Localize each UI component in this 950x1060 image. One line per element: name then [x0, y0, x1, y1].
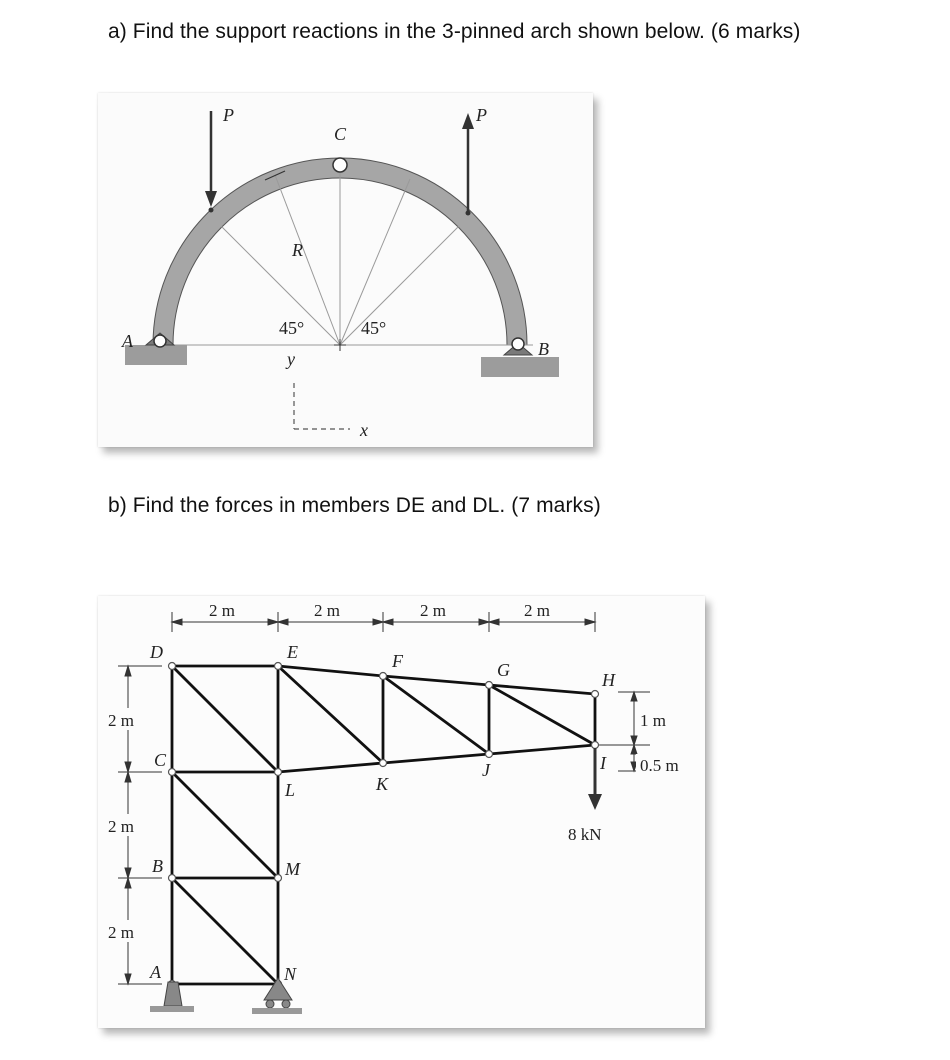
node-K: K: [376, 774, 389, 794]
node-M: M: [285, 859, 300, 879]
label-angle-right: 45°: [361, 318, 387, 338]
label-C: C: [334, 124, 347, 144]
pin-B: [512, 338, 524, 350]
load-P-right-arrowhead: [462, 113, 474, 129]
node-E: E: [287, 642, 298, 662]
load-P-left-arrowhead: [205, 191, 217, 207]
node-H: H: [602, 670, 615, 690]
label-B: B: [538, 339, 549, 359]
load-P-right-point: [466, 211, 471, 216]
dim-left-1: 2 m: [108, 711, 134, 730]
pin-A: [154, 335, 166, 347]
node-J: J: [482, 760, 490, 780]
label-x: x: [360, 420, 368, 440]
dim-top-1: 2 m: [209, 601, 235, 620]
question-b-text: b) Find the forces in members DE and DL. (7 marks): [108, 494, 601, 517]
dim-left-3: 2 m: [108, 923, 134, 942]
node-C: C: [154, 750, 167, 770]
node-A: A: [150, 962, 161, 982]
question-a-text: a) Find the support reactions in the 3-pinned arch shown below. (6 marks): [108, 20, 801, 43]
truss-figure: [98, 596, 705, 1028]
ground-A: [150, 1006, 194, 1012]
label-P-right: P: [476, 105, 487, 125]
node-I: I: [600, 753, 606, 773]
node-F: F: [392, 651, 403, 671]
dim-top-4: 2 m: [524, 601, 550, 620]
dim-right-2: 0.5 m: [640, 756, 679, 775]
coordinate-axes: [294, 383, 350, 429]
pin-C: [333, 158, 347, 172]
dim-right-1: 1 m: [640, 711, 666, 730]
support-A: [164, 982, 182, 1006]
label-A: A: [122, 331, 133, 351]
arch-figure: [98, 93, 593, 447]
label-P-left: P: [223, 105, 234, 125]
label-y: y: [287, 349, 295, 369]
dim-top-3: 2 m: [420, 601, 446, 620]
load-P-left-point: [209, 208, 214, 213]
ground-right: [481, 357, 559, 377]
truss-diagram: [98, 596, 705, 1028]
node-L: L: [285, 780, 296, 800]
dim-top-2: 2 m: [314, 601, 340, 620]
node-B: B: [152, 856, 163, 876]
ground-left: [125, 345, 187, 365]
node-D: D: [150, 642, 163, 662]
label-R: R: [292, 240, 303, 260]
dim-left-2: 2 m: [108, 817, 134, 836]
arch-diagram: [98, 93, 593, 447]
label-angle-left: 45°: [279, 318, 305, 338]
label-load: 8 kN: [568, 825, 602, 844]
node-N: N: [284, 964, 297, 984]
truss-members: [172, 666, 595, 984]
ground-N: [252, 1008, 302, 1014]
load-8kN-arrowhead: [588, 794, 602, 810]
node-G: G: [497, 660, 510, 680]
